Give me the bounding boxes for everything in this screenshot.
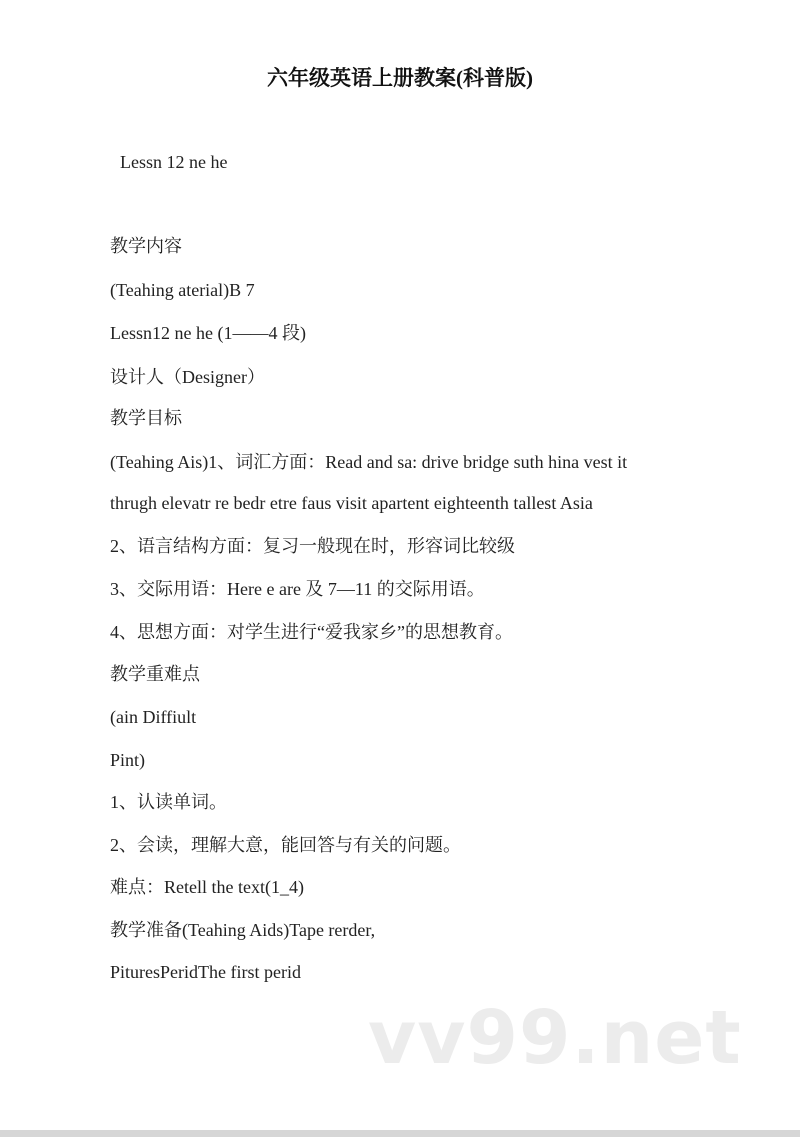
section-heading-content: 教学内容 bbox=[110, 236, 182, 256]
text-line: (ain Diffiult bbox=[110, 707, 197, 727]
text-line: 难点：Retell the text(1_4) bbox=[110, 877, 304, 897]
text-line: Pint) bbox=[110, 750, 146, 770]
page-bottom-border bbox=[0, 1130, 800, 1137]
text-line: 设计人（Designer） bbox=[110, 367, 265, 387]
text-line: 1、认读单词。 bbox=[110, 792, 227, 812]
section-heading-key-points: 教学重难点 bbox=[110, 664, 200, 684]
text-line: 4、思想方面：对学生进行“爱我家乡”的思想教育。 bbox=[110, 622, 513, 642]
lesson-heading: Lessn 12 ne he bbox=[120, 152, 228, 172]
text-line: 2、语言结构方面：复习一般现在时，形容词比较级 bbox=[110, 536, 515, 556]
document-title: 六年级英语上册教案(科普版) bbox=[267, 66, 533, 90]
text-line: PituresPeridThe first perid bbox=[110, 962, 301, 982]
watermark: vv99.net bbox=[368, 995, 742, 1081]
text-line: 2、会读，理解大意，能回答与有关的问题。 bbox=[110, 835, 461, 855]
text-line: (Teahing Ais)1、词汇方面：Read and sa: drive bridge suth hina vest it bbox=[110, 452, 628, 472]
text-line: (Teahing aterial)B 7 bbox=[110, 280, 255, 300]
text-line: thrugh elevatr re bedr etre faus visit apartent eighteenth tallest Asia bbox=[110, 493, 593, 513]
text-line: 教学准备(Teahing Aids)Tape rerder, bbox=[110, 920, 376, 940]
text-line: 3、交际用语：Here e are 及 7—11 的交际用语。 bbox=[110, 579, 485, 599]
section-heading-goals: 教学目标 bbox=[110, 408, 182, 428]
text-line: Lessn12 ne he (1——4 段) bbox=[110, 323, 306, 343]
